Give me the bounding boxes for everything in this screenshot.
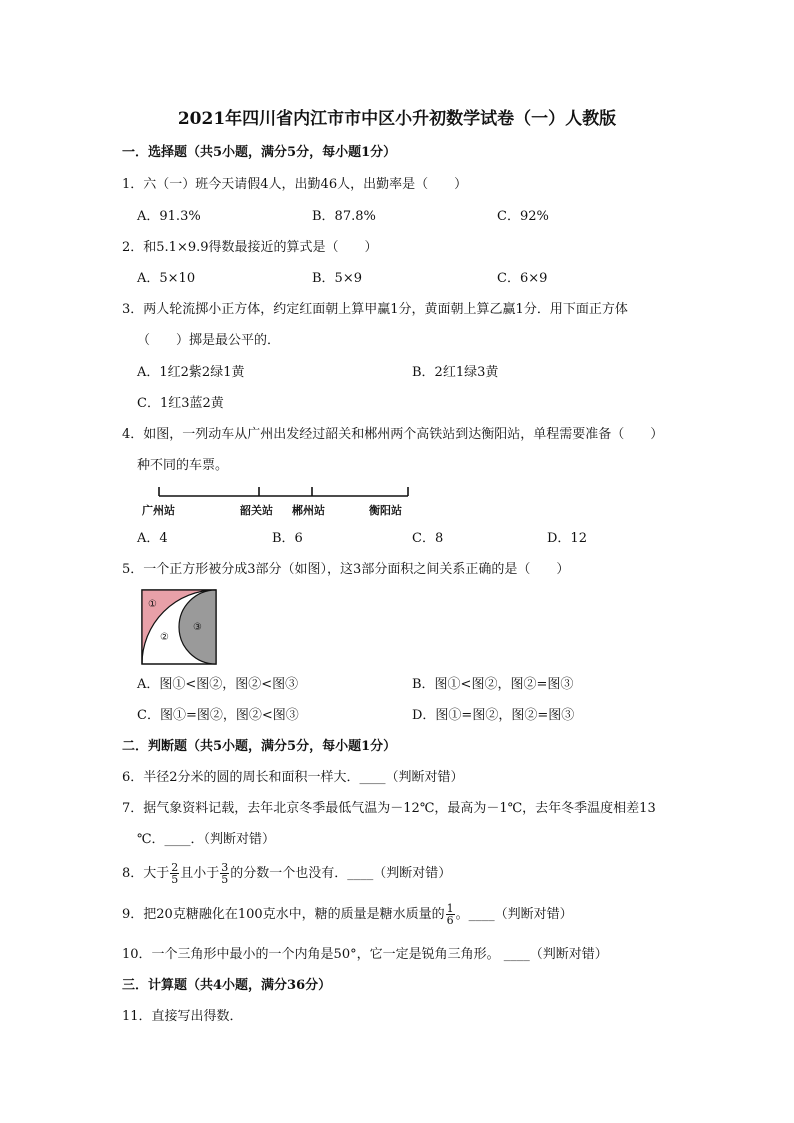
question-6-text: 6．半径2分米的圆的周长和面积一样大．____（判断对错）: [122, 770, 464, 785]
question-7-text-line-1: 7．据气象资料记载，去年北京冬季最低气温为－12℃，最高为－1℃，去年冬季温度相差13: [122, 801, 656, 816]
question-1-text: 1．六（一）班今天请假4人，出勤46人，出勤率是（ ）: [122, 177, 468, 192]
question-3-option-a: A．1红2紫2绿1黄: [137, 365, 245, 380]
question-1-option-c: C．92%: [497, 209, 549, 224]
question-8-mid: 且小于: [180, 866, 220, 881]
question-8-post: 的分数一个也没有．____（判断对错）: [230, 866, 452, 881]
question-4-option-b: B．6: [272, 531, 303, 546]
question-9-pre: 9．把20克糖融化在100克水中，糖的质量是糖水质量的: [122, 907, 445, 922]
question-3-option-b: B．2红1绿3黄: [412, 365, 499, 380]
question-2-option-a: A．5×10: [137, 271, 196, 286]
question-3-option-c: C．1红3蓝2黄: [137, 396, 224, 411]
fraction-two-fifths: $\frac{2}{5}$: [171, 861, 179, 886]
station-label-shaoguan: 韶关站: [240, 504, 273, 517]
question-3-text-line-1: 3．两人轮流掷小正方体，约定红面朝上算甲赢1分，黄面朝上算乙赢1分．用下面正方体: [122, 302, 628, 317]
question-7-text-line-2: ℃．____．（判断对错）: [137, 832, 276, 847]
question-5-option-a: A．图①<图②，图②<图③: [137, 677, 299, 692]
question-2-text: 2．和5.1×9.9得数最接近的算式是（ ）: [122, 240, 378, 255]
fraction-one-sixth: $\frac{1}{6}$: [446, 902, 454, 927]
question-5-option-b: B．图①<图②，图②=图③: [412, 677, 574, 692]
question-5-option-c: C．图①=图②，图②<图③: [137, 708, 299, 723]
question-8-text: [122, 861, 451, 887]
question-1-option-b: B．87.8%: [312, 209, 376, 224]
section-heading-1: 一．选择题（共5小题，满分5分，每小题1分）: [122, 145, 397, 160]
question-1-option-a: A．91.3%: [137, 209, 201, 224]
region-1-label: ①: [148, 599, 157, 610]
region-3-label: ③: [193, 622, 202, 633]
station-label-hengyang: 衡阳站: [369, 504, 402, 517]
page-title: 2021年四川省内江市市中区小升初数学试卷（一）人教版: [177, 109, 617, 129]
question-4-text-line-1: 4．如图，一列动车从广州出发经过韶关和郴州两个高铁站到达衡阳站，单程需要准备（ ）: [122, 427, 664, 442]
question-9-post: 。____（判断对错）: [455, 907, 573, 922]
square-figure: [140, 588, 220, 668]
question-9-text: [122, 902, 573, 928]
station-label-chenzhou: 郴州站: [292, 504, 325, 517]
question-2-option-c: C．6×9: [497, 271, 548, 286]
section-heading-2: 二．判断题（共5小题，满分5分，每小题1分）: [122, 739, 397, 754]
fraction-three-fifths: $\frac{3}{5}$: [221, 861, 229, 886]
section-heading-3: 三．计算题（共4小题，满分36分）: [122, 978, 332, 993]
question-10-text: 10．一个三角形中最小的一个内角是50°，它一定是锐角三角形。 ____（判断对错）: [122, 947, 608, 962]
question-4-text-line-2: 种不同的车票。: [137, 458, 229, 473]
region-2-label: ②: [160, 632, 169, 643]
question-3-text-line-2: （ ）掷是最公平的．: [137, 333, 281, 348]
railway-diagram: [136, 484, 436, 524]
question-2-option-b: B．5×9: [312, 271, 362, 286]
question-5-text: 5．一个正方形被分成3部分（如图），这3部分面积之间关系正确的是（ ）: [122, 562, 570, 577]
question-4-option-c: C．8: [412, 531, 444, 546]
station-label-guangzhou: 广州站: [142, 504, 175, 517]
question-4-option-a: A．4: [137, 531, 168, 546]
question-4-option-d: D．12: [547, 531, 587, 546]
question-11-text: 11．直接写出得数．: [122, 1009, 243, 1024]
question-5-option-d: D．图①=图②，图②=图③: [412, 708, 575, 723]
question-8-pre: 8．大于: [122, 866, 170, 881]
